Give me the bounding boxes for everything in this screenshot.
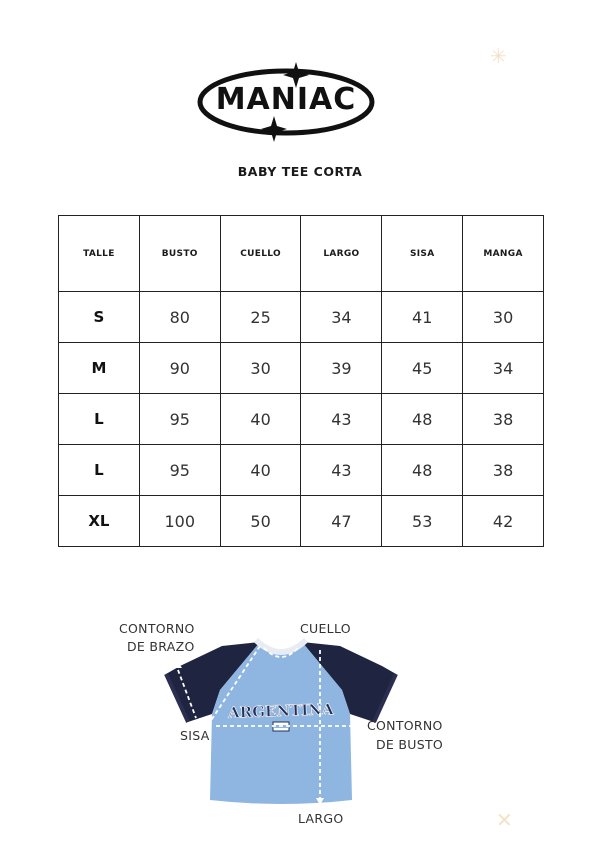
table-cell: 53 (382, 496, 463, 547)
label-sisa: SISA (180, 728, 210, 743)
table-row (59, 343, 544, 394)
table-cell: 47 (301, 496, 382, 547)
shirt-print-text: ARGENTINA (227, 700, 334, 722)
label-largo: LARGO (298, 811, 344, 826)
size-cell: L (59, 394, 140, 445)
label-contorno-busto-1: CONTORNO (367, 718, 443, 733)
column-header: BUSTO (139, 216, 220, 292)
column-header: SISA (382, 216, 463, 292)
column-header: TALLE (59, 216, 140, 292)
table-header-row (59, 216, 544, 292)
product-title: BABY TEE CORTA (237, 164, 363, 179)
table-cell: 34 (301, 292, 382, 343)
column-header: LARGO (301, 216, 382, 292)
table-cell: 40 (220, 394, 301, 445)
table-cell: 30 (463, 292, 544, 343)
size-cell: M (59, 343, 140, 394)
sparkle-decor-icon: ✕ (496, 810, 513, 832)
logo-text: MANIAC (215, 82, 357, 117)
table-cell: 40 (220, 445, 301, 496)
label-contorno-brazo-1: CONTORNO (119, 621, 195, 636)
column-header: MANGA (463, 216, 544, 292)
table-cell: 48 (382, 394, 463, 445)
table-row (59, 292, 544, 343)
table-cell: 38 (463, 394, 544, 445)
table-cell: 95 (139, 394, 220, 445)
table-row (59, 394, 544, 445)
size-table (58, 215, 544, 547)
table-cell: 38 (463, 445, 544, 496)
table-cell: 43 (301, 394, 382, 445)
table-cell: 95 (139, 445, 220, 496)
table-cell: 25 (220, 292, 301, 343)
table-cell: 80 (139, 292, 220, 343)
table-cell: 34 (463, 343, 544, 394)
size-cell: S (59, 292, 140, 343)
table-cell: 41 (382, 292, 463, 343)
size-cell: XL (59, 496, 140, 547)
column-header: CUELLO (220, 216, 301, 292)
table-cell: 42 (463, 496, 544, 547)
table-cell: 39 (301, 343, 382, 394)
table-row (59, 496, 544, 547)
table-cell: 45 (382, 343, 463, 394)
label-cuello: CUELLO (300, 621, 351, 636)
tshirt-diagram (160, 630, 400, 810)
table-cell: 100 (139, 496, 220, 547)
label-contorno-busto-2: DE BUSTO (376, 737, 444, 752)
size-cell: L (59, 445, 140, 496)
table-row (59, 445, 544, 496)
table-cell: 30 (220, 343, 301, 394)
table-cell: 43 (301, 445, 382, 496)
table-cell: 90 (139, 343, 220, 394)
table-cell: 50 (220, 496, 301, 547)
brand-logo (195, 60, 377, 144)
label-contorno-brazo-2: DE BRAZO (127, 639, 195, 654)
table-cell: 48 (382, 445, 463, 496)
sparkle-decor-icon: ✳ (490, 46, 507, 68)
